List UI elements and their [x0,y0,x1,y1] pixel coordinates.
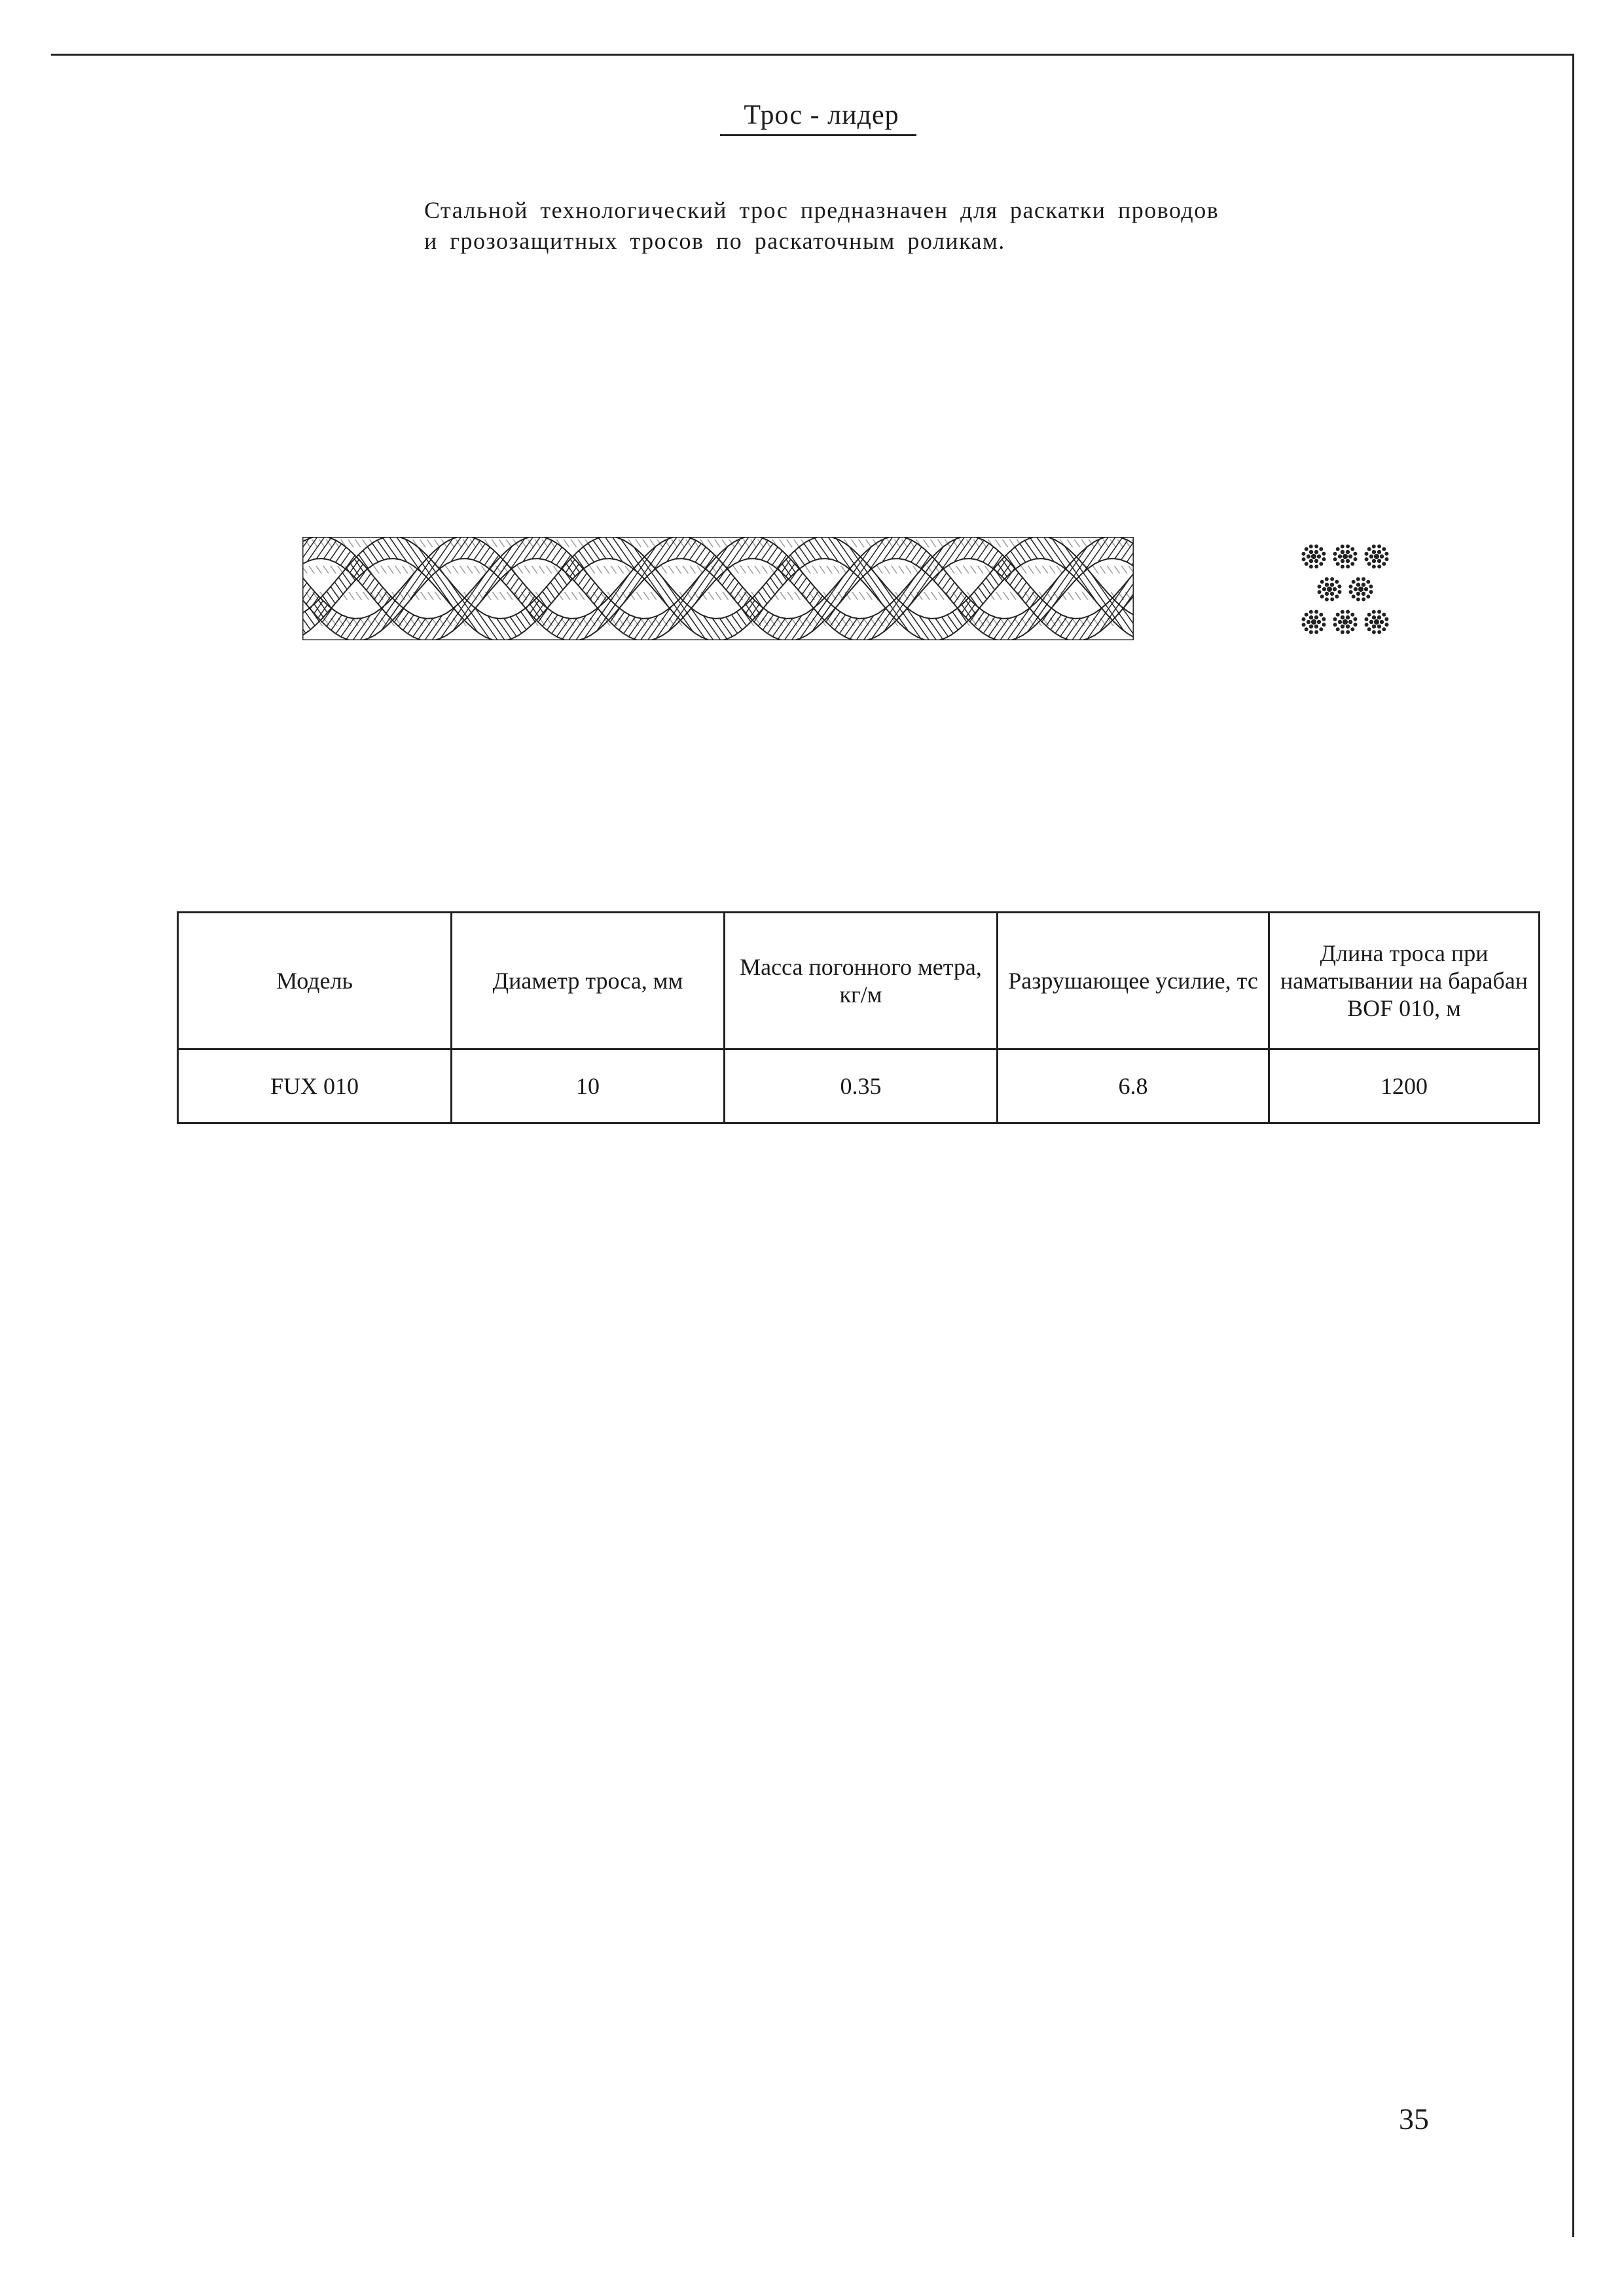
cross-section-wire [1377,615,1381,620]
cross-section-wire [1366,579,1371,584]
cross-section-wire [1306,619,1310,624]
cell-model: FUX 010 [178,1049,452,1123]
cross-section-wire [1301,552,1306,556]
cross-section-wire [1346,610,1350,614]
cross-section-wire [1353,617,1358,621]
cross-section-wire [1353,587,1358,591]
cross-section-wire [1308,610,1313,614]
description-line-2: и грозозащитных тросов по раскаточным роликам. [424,228,1005,254]
cross-section-wire [1317,585,1322,589]
cross-section-wire [1350,562,1355,566]
cross-section-wire [1350,547,1355,551]
cross-section-wire [1333,623,1337,627]
product-description [424,195,1354,257]
rope-hatch-band [302,539,1134,547]
cross-section-wire [1324,577,1329,581]
rope-cross-section-illustration [1293,537,1398,642]
cross-section-wire [1306,554,1310,558]
header-diameter: Диаметр троса, мм [452,913,725,1049]
cross-section-wire [1382,627,1386,632]
cross-section-wire [1322,617,1326,621]
cross-section-wire [1335,562,1340,566]
cross-section-wire [1364,623,1369,627]
cross-section-strand [1301,610,1326,634]
cross-section-wire [1314,615,1318,620]
cross-section-wire [1322,623,1326,627]
cross-section-wire [1340,615,1344,620]
cross-section-wire [1308,615,1313,620]
cross-section-wire [1367,547,1371,551]
title-underline [720,134,916,136]
cross-section-wire [1324,591,1329,596]
cross-section-wire [1308,544,1313,549]
cross-section-wire [1369,584,1373,589]
cross-section-wire [1371,550,1376,555]
cross-section-wire [1384,623,1389,627]
cross-section-wire [1308,550,1313,555]
cross-section-wire [1364,557,1369,562]
cross-section-wire [1384,617,1389,621]
cross-section-wire [1356,591,1360,596]
cross-section-wire [1304,612,1308,617]
cross-section-wire [1335,579,1339,584]
cross-section-wire [1330,597,1335,602]
cross-section-wire [1350,627,1355,632]
cross-section-wire [1369,619,1373,624]
cross-section-wire [1369,590,1373,594]
cross-section-wire [1346,630,1350,634]
cross-section-wire [1364,552,1369,556]
cross-section-wire [1340,558,1344,563]
cross-section-wire [1337,554,1342,558]
page-title: Трос - лидер [744,100,899,130]
cross-section-wire [1345,615,1350,620]
page-frame-right-border [1572,54,1574,2237]
cross-section-wire [1350,612,1355,617]
rope-hatch-band [302,592,1134,600]
cross-section-wire [1377,564,1382,569]
cross-section-wire [1333,557,1337,562]
cross-section-wire [1330,577,1335,581]
header-rope-length: Длина троса при наматывании на барабан BOF 010, м [1269,913,1540,1049]
cross-section-wire [1314,624,1318,629]
cross-section-wire [1356,597,1361,602]
cross-section-wire [1341,564,1345,569]
cross-section-wire [1309,630,1314,634]
cell-diameter: 10 [452,1049,725,1123]
cross-section-wire [1382,547,1386,551]
cross-section-wire [1367,562,1371,566]
cross-section-wire [1316,619,1321,624]
cross-section-wire [1377,550,1381,555]
cross-section-wire [1361,583,1365,587]
cross-section-wire [1304,627,1308,632]
cross-section-wire [1372,630,1377,634]
cross-section-wire [1314,630,1319,634]
cross-section-wire [1371,624,1376,629]
cross-section-wire [1304,547,1308,551]
cross-section-wire [1333,552,1337,556]
specification-table [177,911,1540,1124]
cross-section-wire [1371,558,1376,563]
cross-section-wire [1335,594,1339,599]
cross-section-wire [1337,619,1342,624]
cross-section-wire [1371,615,1376,620]
cross-section-wire [1301,557,1306,562]
cross-section-wire [1345,624,1350,629]
cross-section-wire [1353,551,1358,556]
cross-section-wire [1377,544,1382,549]
cross-section-wire [1335,612,1340,617]
cross-section-strand [1364,610,1389,634]
header-mass: Масса погонного метра, кг/м [725,913,998,1049]
cross-section-wire [1367,627,1371,632]
cross-section-wire [1377,624,1381,629]
cross-section-wire [1363,587,1368,591]
page-number: 35 [1399,2102,1429,2136]
cross-section-wire [1329,591,1334,596]
cross-section-wire [1340,610,1344,614]
cross-section-wire [1345,558,1350,563]
cross-section-wire [1379,619,1384,624]
cross-section-wire [1348,590,1353,594]
cell-breaking-force: 6.8 [998,1049,1269,1123]
cross-section-strand [1348,577,1373,602]
cross-section-wire [1337,590,1342,594]
cross-section-wire [1335,627,1340,632]
cross-section-wire [1324,583,1329,587]
table-row [178,1049,1540,1123]
page-frame-top-border [51,54,1574,56]
cell-rope-length: 1200 [1269,1049,1540,1123]
cross-section-wire [1329,583,1334,587]
header-model: Модель [178,913,452,1049]
cross-section-wire [1382,562,1386,566]
cross-section-wire [1314,564,1319,569]
cross-section-strand [1317,577,1342,602]
cross-section-wire [1314,544,1319,549]
cross-section-wire [1377,610,1382,614]
cross-section-wire [1314,558,1318,563]
cross-section-strand [1301,544,1326,569]
cross-section-wire [1384,557,1389,562]
cross-section-strand [1333,544,1358,569]
cross-section-wire [1367,612,1371,617]
cross-section-wire [1304,562,1308,566]
cross-section-wire [1335,547,1340,551]
cross-section-wire [1362,597,1366,602]
cross-section-wire [1346,544,1350,549]
cross-section-wire [1351,594,1356,599]
cross-section-wire [1314,610,1319,614]
cross-section-wire [1366,594,1371,599]
cross-section-wire [1319,627,1324,632]
cross-section-wire [1322,557,1326,562]
cross-section-wire [1316,554,1321,558]
cross-section-wire [1314,550,1318,555]
cross-section-wire [1348,585,1353,589]
description-line-1: Стальной технологический трос предназначен для раскатки проводов [424,197,1219,223]
cross-section-wire [1384,551,1389,556]
cross-section-wire [1377,558,1381,563]
cross-section-wire [1353,623,1358,627]
cross-section-wire [1319,612,1324,617]
cross-section-wire [1322,587,1326,591]
cross-section-wire [1319,562,1324,566]
cross-section-wire [1337,584,1342,589]
cross-section-wire [1309,564,1314,569]
cross-section-wire [1340,544,1344,549]
cross-section-wire [1372,564,1377,569]
cell-mass: 0.35 [725,1049,998,1123]
header-breaking-force: Разрушающее усилие, тс [998,913,1269,1049]
cross-section-wire [1348,554,1352,558]
cross-section-wire [1341,630,1345,634]
cross-section-strand [1364,544,1389,569]
cross-section-wire [1320,594,1324,599]
cross-section-wire [1322,551,1326,556]
cross-section-wire [1345,550,1350,555]
cross-section-wire [1361,591,1365,596]
cross-section-wire [1362,577,1366,581]
cross-section-wire [1371,610,1376,614]
cross-section-wire [1301,623,1306,627]
cross-section-wire [1333,617,1337,622]
cross-section-wire [1348,619,1352,624]
cross-section-wire [1319,547,1324,551]
cross-section-wire [1301,617,1306,622]
cross-section-wire [1308,624,1313,629]
cross-section-wire [1332,587,1337,591]
cross-section-wire [1351,579,1356,584]
cross-section-wire [1317,590,1322,594]
cross-section-wire [1340,550,1344,555]
cross-section-wire [1320,579,1324,584]
cross-section-wire [1353,557,1358,562]
cross-section-wire [1325,597,1329,602]
table-header-row [178,913,1540,1049]
cross-section-wire [1308,558,1313,563]
cross-section-wire [1382,612,1386,617]
cross-section-wire [1356,583,1360,587]
cross-section-wire [1379,554,1384,558]
cross-section-wire [1371,544,1376,549]
cross-section-wire [1346,564,1350,569]
cross-section-wire [1356,577,1360,581]
cross-section-wire [1377,630,1382,634]
cross-section-wire [1369,554,1373,558]
cross-section-wire [1364,617,1369,622]
cross-section-wire [1340,624,1344,629]
cross-section-strand [1333,610,1358,634]
rope-side-view-illustration [302,537,1134,640]
